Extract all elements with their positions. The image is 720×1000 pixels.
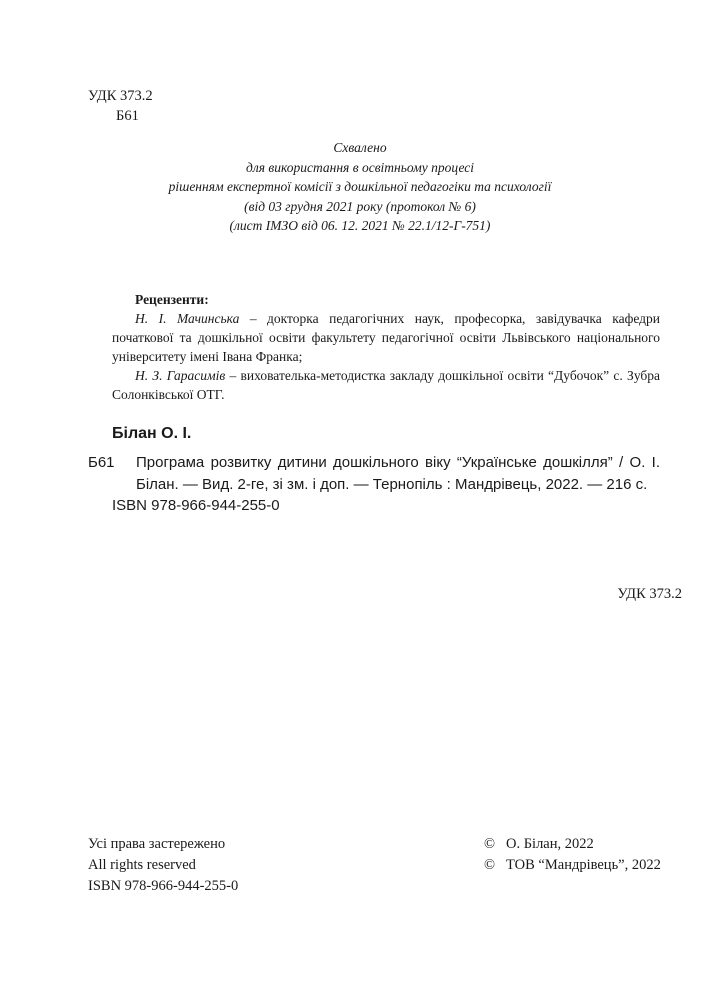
reviewer-description: – докторка педагогічних наук, професорка, завідувачка кафедри початкової та дошкільної освіти факультету педагогічної освіти Львівського національного університету імені Івана Франка; — [112, 311, 660, 364]
catalog-code: Б61 — [88, 454, 115, 471]
catalog-author: Білан О. І. — [112, 425, 192, 442]
rights-line: All rights reserved — [88, 857, 196, 873]
rights-line: ISBN 978-966-944-255-0 — [88, 878, 239, 894]
copyright-block — [484, 834, 661, 876]
reviewer-entry — [112, 366, 660, 404]
approval-line: для використання в освітньому процесі — [245, 159, 475, 175]
reviewer-name: Н. З. Гарасимів — [135, 368, 226, 383]
reviewer-name: Н. І. Мачинська — [135, 311, 240, 326]
approval-block — [140, 138, 580, 236]
approval-line: (лист ІМЗО від 06. 12. 2021 № 22.1/12-Г-751) — [229, 218, 491, 234]
reviewer-description: – вихователька-методистка закладу дошкільної освіти “Дубочок” с. Зубра Солонківської ОТГ. — [112, 368, 660, 402]
copyright-line — [484, 855, 661, 876]
udk-code: УДК 373.2 — [88, 88, 153, 104]
approval-line: (від 03 грудня 2021 року (протокол № 6) — [244, 198, 476, 214]
rights-line: Усі права застережено — [88, 836, 226, 852]
copyright-holder: ТОВ “Мандрівець”, 2022 — [506, 857, 661, 873]
copyright-icon: © — [484, 857, 496, 873]
reviewer-entry — [112, 309, 660, 366]
catalog-entry — [88, 452, 660, 517]
copyright-icon: © — [484, 836, 496, 852]
reviewers-title: Рецензенти: — [135, 292, 209, 307]
approval-line: Схвалено — [333, 140, 387, 155]
bbk-code: Б61 — [116, 108, 139, 124]
catalog-isbn: ISBN 978-966-944-255-0 — [112, 497, 280, 514]
rights-block — [88, 834, 238, 897]
approval-line: рішенням експертної комісії з дошкільної педагогіки та психології — [168, 179, 552, 195]
udk-right: УДК 373.2 — [617, 586, 682, 602]
udk-top-block — [88, 86, 153, 126]
reviewers-block — [112, 290, 660, 404]
catalog-description: Програма розвитку дитини дошкільного віку “Українське дошкілля” / О. І. Білан. — Вид. 2-ге, зі зм. і доп. — Тернопіль : Мандрівець, 2022. — 216 с. — [136, 454, 660, 493]
copyright-holder: О. Білан, 2022 — [506, 836, 594, 852]
copyright-line — [484, 834, 661, 855]
